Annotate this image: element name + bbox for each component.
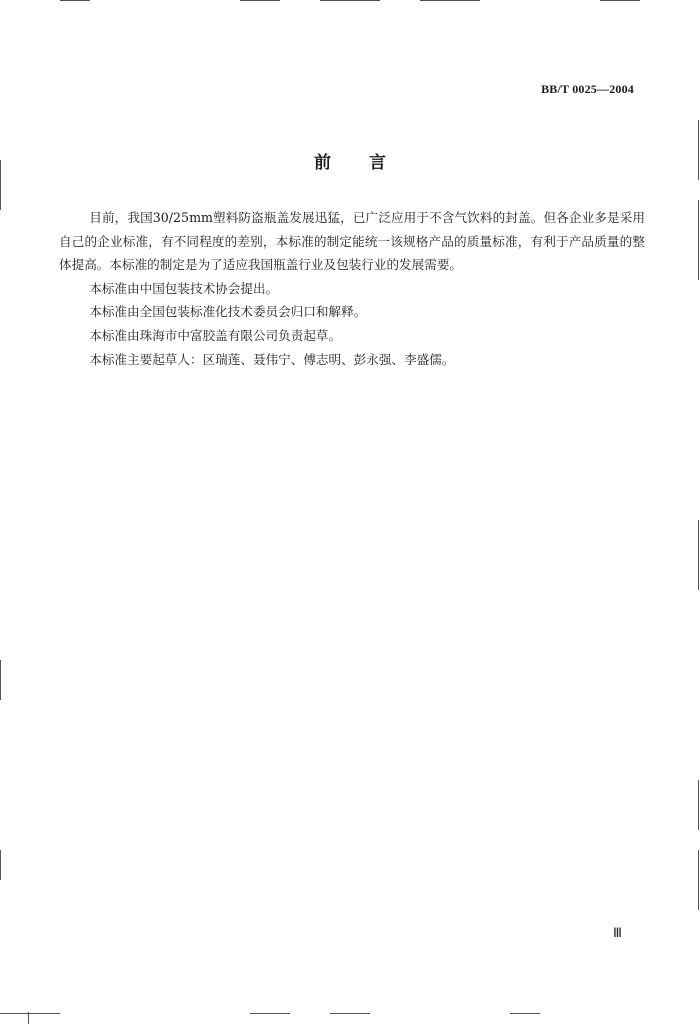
paragraph: 本标准主要起草人：区瑞莲、聂伟宁、傅志明、彭永强、李盛儒。 [89, 351, 455, 367]
page-title: 前言 [314, 153, 424, 173]
scan-artifact [698, 850, 699, 910]
paragraph: 本标准由全国包装标准化技术委员会归口和解释。 [89, 304, 367, 320]
scan-artifact [240, 0, 280, 1]
scan-artifact [600, 0, 640, 1]
page-number: Ⅲ [613, 925, 622, 940]
standard-code: BB/T 0025—2004 [541, 82, 634, 96]
scan-artifact [0, 660, 1, 700]
scan-artifact [320, 0, 380, 1]
paragraph: 目前，我国30/25mm塑料防盗瓶盖发展迅猛，已广泛应用于不含气饮料的封盖。但各企业多是采用自己的企业标准，有不同程度的差别，本标准的制定能统一该规格产品的质量标准，有利于产品质量的整体提高。本标准的制定是为了适应我国瓶盖行业及包装行业的发展需要。 [59, 210, 645, 273]
scan-artifact [698, 780, 699, 830]
paragraph: 本标准由珠海市中富胶盖有限公司负责起草。 [89, 327, 342, 343]
scan-artifact [698, 520, 699, 590]
scan-artifact [0, 850, 1, 880]
scan-artifact [420, 0, 480, 1]
scan-artifact [60, 0, 90, 1]
foreword-body [59, 206, 645, 371]
paragraph: 本标准由中国包装技术协会提出。 [89, 280, 279, 296]
scan-artifact [0, 1013, 60, 1014]
scan-artifact [250, 1013, 290, 1014]
scan-artifact [330, 1013, 370, 1014]
scan-artifact [698, 200, 699, 280]
scan-artifact [28, 1012, 29, 1024]
scan-artifact [510, 1013, 540, 1014]
